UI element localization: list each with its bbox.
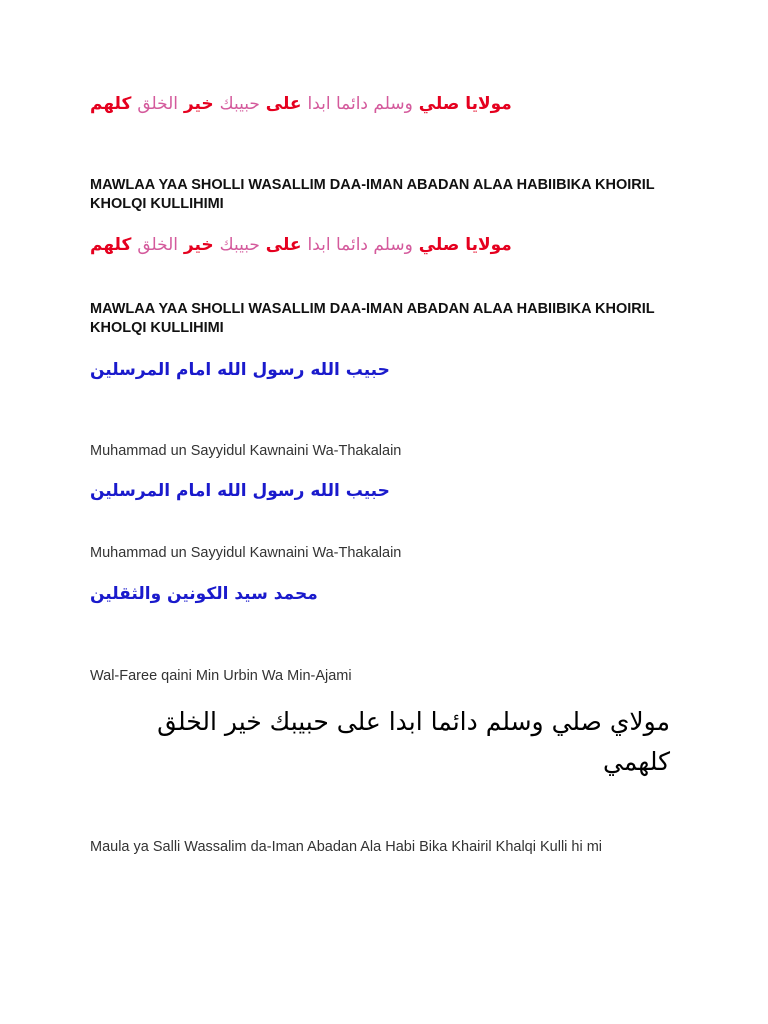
arabic-segment: حبيبك xyxy=(219,235,260,255)
arabic-segment: وسلم دائما ابدا xyxy=(307,94,413,114)
arabic-verse-blue-1: حبيب الله رسول الله امام المرسلين xyxy=(90,360,390,380)
arabic-segment: الخلق xyxy=(137,94,178,114)
arabic-verse-colored-2 xyxy=(90,235,512,255)
arabic-segment: مولايا صلي xyxy=(418,94,512,114)
transliteration-line-4: Maula ya Salli Wassalim da-Iman Abadan Ala Habi Bika Khairil Khalqi Kulli hi mi xyxy=(90,839,603,855)
arabic-verse-blue-3: محمد سيد الكونين والثقلين xyxy=(90,584,318,604)
transliteration-caps-1: MAWLAA YAA SHOLLI WASALLIM DAA-IMAN ABADAN ALAA HABIIBIKA KHOIRIL KHOLQI KULLIHIMI xyxy=(90,177,655,212)
arabic-segment: وسلم دائما ابدا xyxy=(307,235,413,255)
arabic-segment: خير xyxy=(183,94,214,114)
arabic-segment: على xyxy=(265,94,302,114)
transliteration-line-1: Muhammad un Sayyidul Kawnaini Wa-Thakalain xyxy=(90,443,402,459)
arabic-segment: على xyxy=(265,235,302,255)
arabic-segment: كلهم xyxy=(90,235,132,255)
arabic-segment: مولايا صلي xyxy=(418,235,512,255)
arabic-segment: حبيبك xyxy=(219,94,260,114)
arabic-segment: كلهم xyxy=(90,94,132,114)
arabic-verse-large: مولاي صلي وسلم دائما ابدا على حبيبك خير الخلق كلهمي xyxy=(157,707,670,776)
transliteration-caps-2: MAWLAA YAA SHOLLI WASALLIM DAA-IMAN ABADAN ALAA HABIIBIKA KHOIRIL KHOLQI KULLIHIMI xyxy=(90,301,655,336)
transliteration-line-3: Wal-Faree qaini Min Urbin Wa Min-Ajami xyxy=(90,668,352,684)
arabic-verse-colored-1 xyxy=(90,94,512,114)
arabic-segment: الخلق xyxy=(137,235,178,255)
transliteration-line-2: Muhammad un Sayyidul Kawnaini Wa-Thakalain xyxy=(90,545,402,561)
arabic-segment: خير xyxy=(183,235,214,255)
arabic-verse-blue-2: حبيب الله رسول الله امام المرسلين xyxy=(90,481,390,501)
